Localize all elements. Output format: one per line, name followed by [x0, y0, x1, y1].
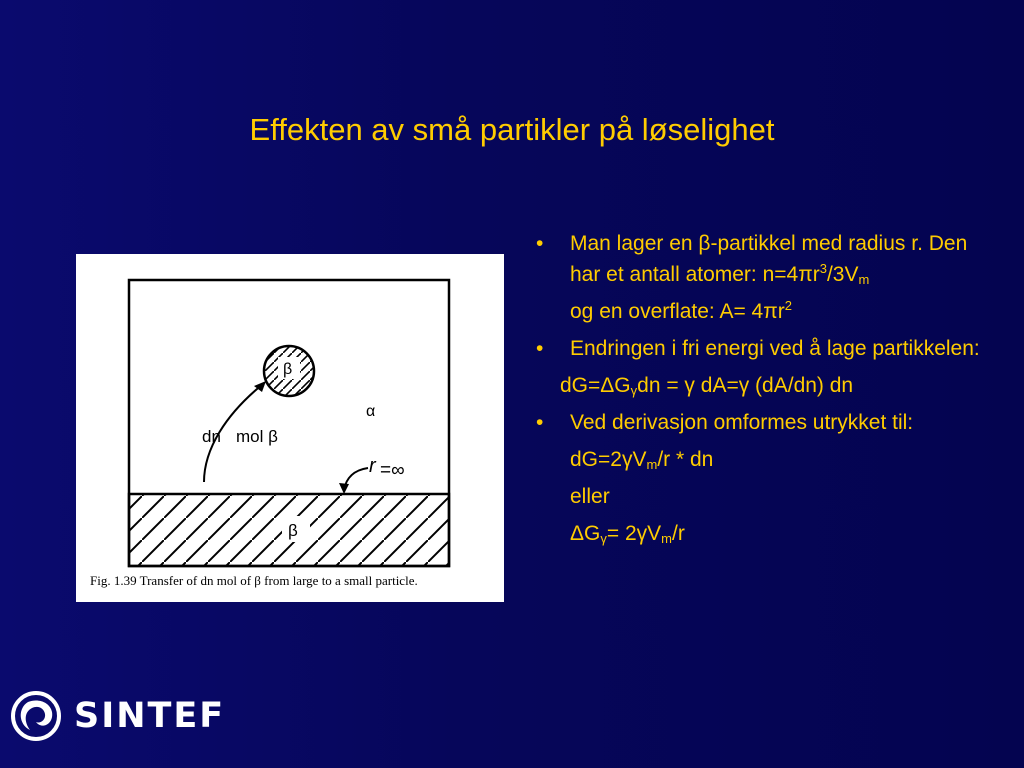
area-formula: og en overflate: A= 4πr	[570, 300, 785, 323]
slide-content	[536, 228, 996, 549]
figure-caption: Fig. 1.39 Transfer of dn mol of β from large to a small particle.	[90, 573, 418, 588]
bullet-1-line-2	[536, 296, 996, 327]
equation-1-b: dn = γ dA=γ (dA/dn) dn	[637, 374, 854, 397]
figure-diagram	[76, 254, 504, 602]
mol-label: mol β	[236, 427, 278, 446]
diagram-svg	[76, 254, 504, 602]
bullet-3-text: Ved derivasjon omformes utrykket til:	[570, 411, 914, 434]
r-label: r	[369, 455, 376, 477]
slide-title: Effekten av små partikler på løselighet	[249, 112, 775, 147]
dn-label: dn	[202, 427, 221, 446]
bullet-dot: •	[536, 337, 544, 360]
equation-2-sub: m	[646, 457, 658, 472]
bullet-1	[536, 228, 996, 290]
equation-4-sub2: m	[661, 531, 673, 546]
equation-2	[536, 444, 996, 475]
equation-4	[536, 518, 996, 549]
sintef-logo	[10, 688, 250, 744]
equation-2-b: /r * dn	[657, 448, 714, 471]
equation-3: eller	[570, 485, 610, 508]
bullet-1-text: Man lager en β-partikkel med radius r. Den har et antall atomer: n=4πr	[570, 232, 968, 286]
equation-4-c: /r	[672, 522, 685, 545]
bullet-2-text: Endringen i fri energi ved å lage partikkelen:	[570, 337, 980, 360]
equation-1-a: dG=ΔG	[560, 374, 631, 397]
r-infinity-label: =∞	[380, 460, 405, 481]
equation-1	[536, 370, 996, 401]
equation-1-sub: γ	[630, 383, 638, 398]
equation-2-a: dG=2γV	[570, 448, 647, 471]
beta-top-label: β	[283, 361, 293, 378]
equation-4-a: ΔG	[570, 522, 601, 545]
sintef-logo-icon	[10, 690, 62, 742]
bullet-dot: •	[536, 232, 544, 255]
bullet-1-sup: 3	[819, 261, 827, 276]
equation-4-sub: γ	[600, 531, 607, 546]
bullet-2	[536, 333, 996, 364]
bullet-dot: •	[536, 411, 544, 434]
beta-bottom-label: β	[288, 521, 298, 540]
area-formula-sup: 2	[784, 298, 792, 313]
sintef-logo-text: SINTEF	[74, 696, 226, 736]
bullet-1-sub: m	[858, 272, 870, 287]
bullet-3	[536, 407, 996, 438]
bullet-1-tail: /3V	[826, 263, 859, 286]
alpha-label: α	[366, 403, 376, 420]
equation-4-b: = 2γV	[606, 522, 662, 545]
